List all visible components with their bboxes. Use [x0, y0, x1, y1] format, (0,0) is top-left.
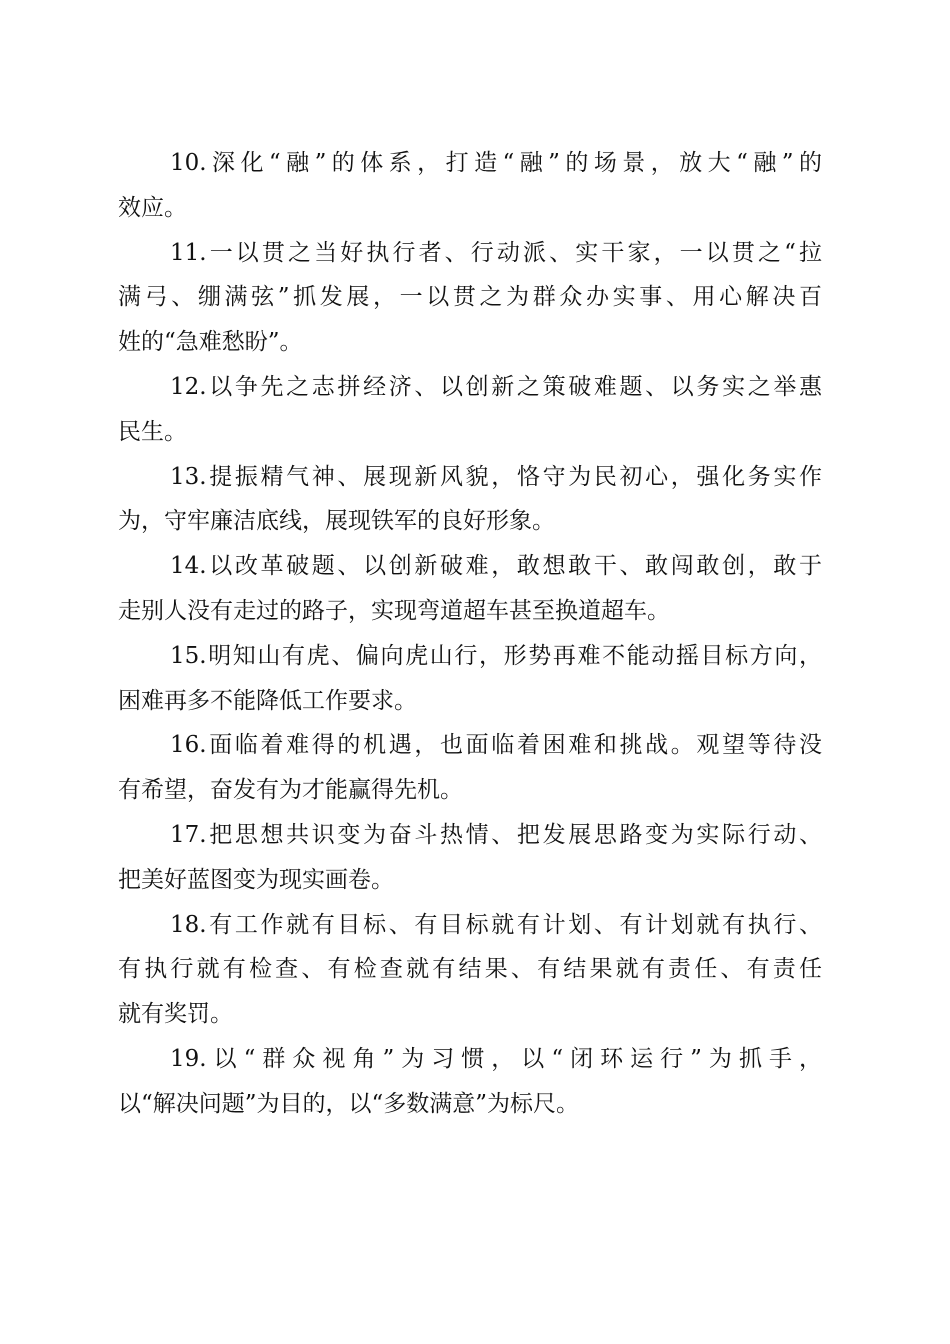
text-line: 15.明知山有虎、偏向虎山行，形势再难不能动摇目标方向， [170, 642, 822, 669]
text-line: 14.以改革破题、以创新破难，敢想敢干、敢闯敢创，敢于 [170, 553, 822, 580]
document-page [118, 141, 822, 1127]
text-line: 18.有工作就有目标、有目标就有计划、有计划就有执行、 [170, 911, 822, 938]
paragraph-item-18 [118, 903, 822, 1037]
paragraph-item-12 [118, 365, 822, 455]
text-line: 12.以争先之志拼经济、以创新之策破难题、以务实之举惠 [170, 373, 822, 400]
paragraph-item-15 [118, 634, 822, 724]
text-line: 17.把思想共识变为奋斗热情、把发展思路变为实际行动、 [170, 821, 822, 848]
paragraph-item-14 [118, 544, 822, 634]
text-line: 有执行就有检查、有检查就有结果、有结果就有责任、有责任 [118, 956, 822, 983]
text-line: 走别人没有走过的路子，实现弯道超车甚至换道超车。 [118, 597, 670, 624]
paragraph-item-10 [118, 141, 822, 231]
text-line: 13.提振精气神、展现新风貌，恪守为民初心，强化务实作 [170, 463, 822, 490]
text-line: 满弓、绷满弦”抓发展，一以贯之为群众办实事、用心解决百 [118, 284, 822, 311]
paragraph-item-11 [118, 231, 822, 365]
text-line: 姓的“急难愁盼”。 [118, 329, 303, 356]
paragraph-item-17 [118, 813, 822, 903]
paragraph-item-19 [118, 1037, 822, 1127]
text-line: 困难再多不能降低工作要求。 [118, 687, 417, 714]
text-line: 有希望，奋发有为才能赢得先机。 [118, 777, 463, 804]
text-line: 为，守牢廉洁底线，展现铁军的良好形象。 [118, 508, 555, 535]
paragraph-item-16 [118, 723, 822, 813]
text-line: 就有奖罚。 [118, 1001, 233, 1028]
text-line: 把美好蓝图变为现实画卷。 [118, 866, 394, 893]
text-line: 11.一以贯之当好执行者、行动派、实干家，一以贯之“拉 [170, 239, 822, 266]
text-line: 16.面临着难得的机遇，也面临着困难和挑战。观望等待没 [170, 732, 822, 759]
paragraph-item-13 [118, 455, 822, 545]
text-line: 10.深化“融”的体系，打造“融”的场景，放大“融”的 [170, 150, 822, 176]
text-line: 19.以“群众视角”为习惯，以“闭环运行”为抓手， [170, 1045, 822, 1072]
text-line: 民生。 [118, 418, 187, 445]
text-line: 以“解决问题”为目的，以“多数满意”为标尺。 [118, 1090, 580, 1117]
text-line: 效应。 [118, 194, 187, 221]
